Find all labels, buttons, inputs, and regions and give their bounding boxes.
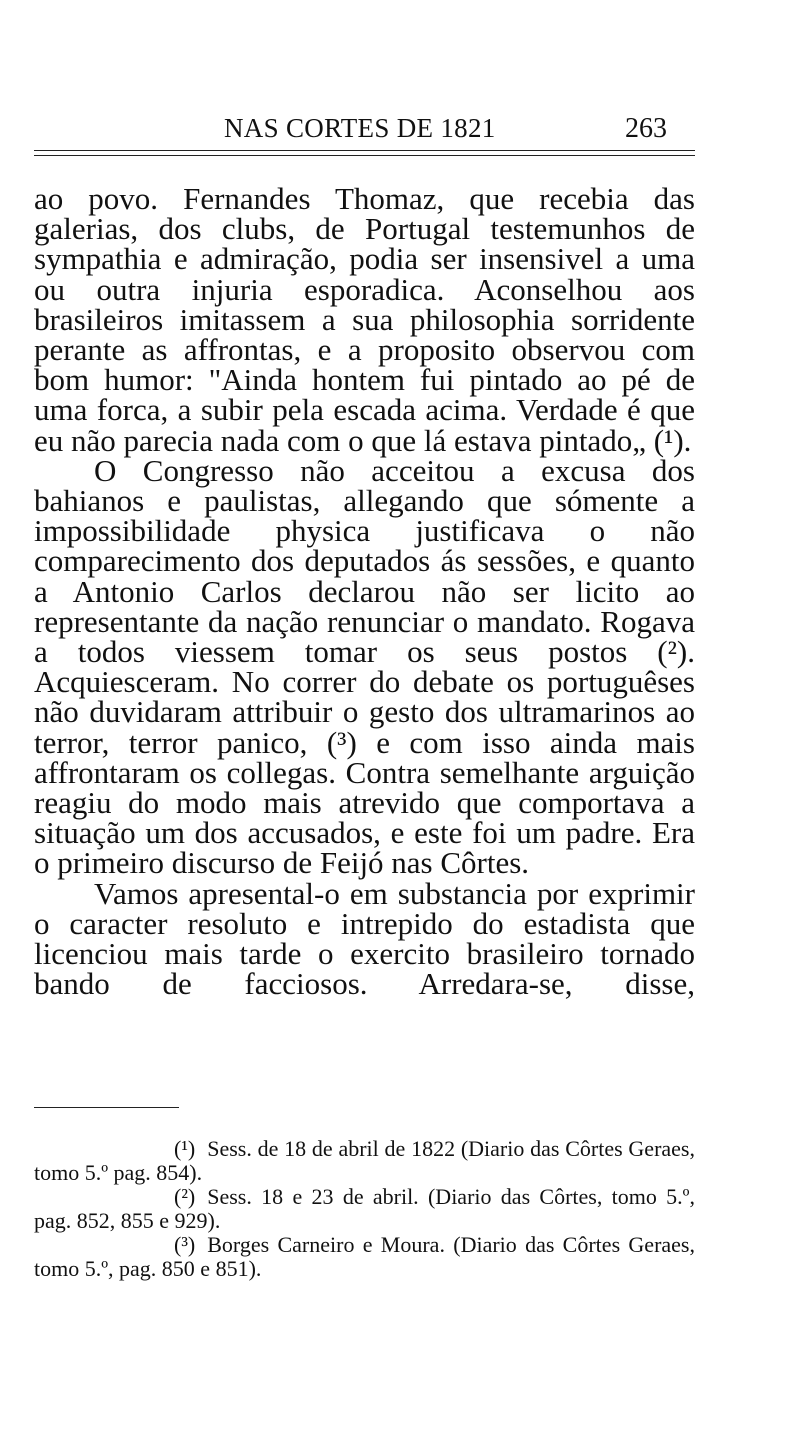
footnote-mark: (³) bbox=[174, 1232, 196, 1257]
footnote-mark: (¹) bbox=[174, 1136, 196, 1161]
footnote-text: Sess. de 18 de abril de 1822 (Diario das Côrtes Geraes, tomo 5.º pag. 854). bbox=[34, 1136, 695, 1185]
paragraph-1: ao povo. Fernandes Thomaz, que recebia das galerias, dos clubs, de Portugal testemunhos de sympathia e admiração, podia ser insensivel a uma ou outra injuria esporadica. Aconselhou aos brasileiros imitassem a sua philosophia sorridente perante as affrontas, e a proposito observou com bom humor: "Ainda hontem fui pintado ao pé de uma forca, a subir pela escada acima. Verdade é que eu não parecia nada com o que lá estava pintado„ (¹). bbox=[34, 181, 695, 458]
footnote-separator bbox=[34, 1107, 179, 1108]
footnote-1 bbox=[34, 1137, 695, 1185]
footnote-3 bbox=[34, 1233, 695, 1281]
paragraph-3: Vamos apresental-o em substancia por exprimir o caracter resoluto e intrepido do estadista que licenciou mais tarde o exercito brasileiro tornado bando de facciosos. Arredara-se, disse, bbox=[34, 875, 695, 1002]
running-title: NAS CORTES DE 1821 bbox=[224, 113, 496, 143]
footnote-2 bbox=[34, 1185, 695, 1233]
footnote-text: Sess. 18 e 23 de abril. (Diario das Côrtes, tomo 5.º, pag. 852, 855 e 929). bbox=[34, 1184, 695, 1233]
paragraph-2: O Congresso não acceitou a excusa dos bahianos e paulistas, allegando que sómente a impossibilidade physica justificava o não comparecimento dos deputados ás sessões, e quanto a Antonio Carlos declarou não ser licito ao representante da nação renunciar o mandato. Rogava a todos viessem tomar os seus postos (²). Acquiesceram. No correr do debate os portuguêses não duvidaram attribuir o gesto dos ultramarinos ao terror, terror panico, (³) e com isso ainda mais affrontaram os collegas. Contra semelhante arguição reagiu do modo mais atrevido que comportava a situação um dos accusados, e este foi um padre. Era o primeiro discurso de Feijó nas Côrtes. bbox=[34, 452, 695, 881]
page-header bbox=[34, 113, 695, 149]
page-number: 263 bbox=[625, 113, 667, 144]
body-text bbox=[34, 181, 695, 1002]
header-rule-top bbox=[34, 150, 695, 151]
footnotes bbox=[34, 1137, 695, 1281]
header-rule-bottom bbox=[34, 155, 695, 156]
footnote-text: Borges Carneiro e Moura. (Diario das Côrtes Geraes, tomo 5.º, pag. 850 e 851). bbox=[34, 1232, 695, 1281]
footnote-mark: (²) bbox=[174, 1184, 196, 1209]
